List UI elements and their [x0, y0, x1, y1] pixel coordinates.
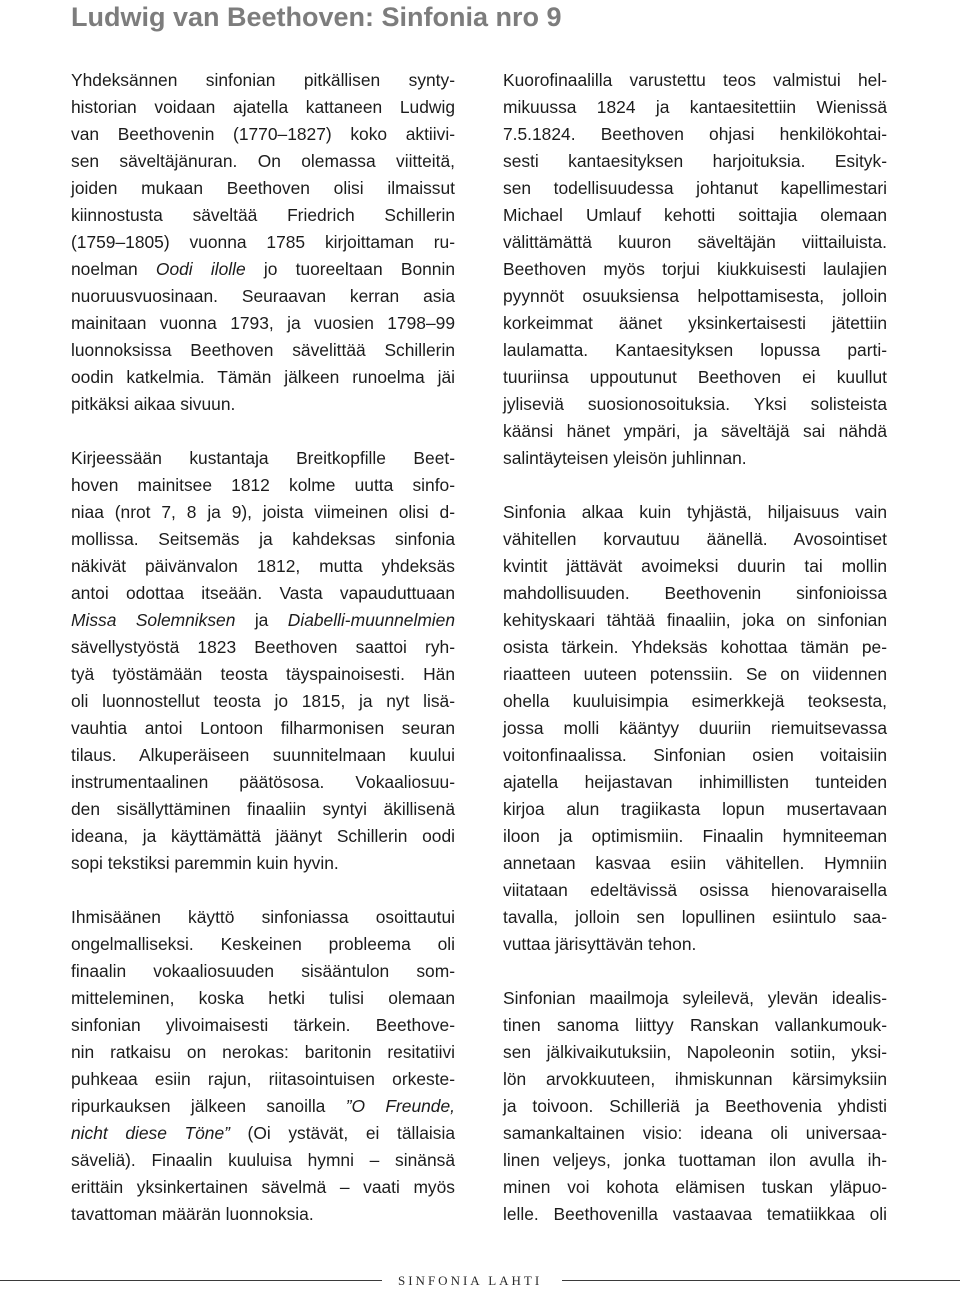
- text-line: oli luonnostellut teosta jo 1815, ja nyt lisä-: [71, 691, 455, 711]
- text-line: erittäin yksinkertainen sävelmä – vaati myös: [71, 1177, 455, 1197]
- text-line: lön arvokkuuteen, ihmiskunnan kärsimyksiin: [503, 1069, 887, 1089]
- text-line: välittämättä kuuron säveltäjän viittailuista.: [503, 232, 887, 252]
- text-line: mikuussa 1824 ja kantaesitettiin Wienissä: [503, 97, 887, 117]
- text-line: samankaltainen visio: ideana oli universaa-: [503, 1123, 887, 1143]
- paragraph-gap: [503, 472, 887, 499]
- text-line: finaalin vokaaliosuuden sisääntulon som-: [71, 961, 455, 981]
- paragraph-gap: [71, 418, 455, 445]
- text-line: sen todellisuudessa johtanut kapellimestari: [503, 178, 887, 198]
- text-line: sesti kantaesityksen harjoituksia. Esityk-: [503, 151, 887, 171]
- text-line: salintäyteisen yleisön juhlinnan.: [503, 448, 747, 468]
- text-line: Kuorofinaalilla varustettu teos valmistui hel-: [503, 70, 887, 90]
- text-line: mollissa. Seitsemäs ja kahdeksas sinfonia: [71, 529, 455, 549]
- text-line: ja toivoon. Schilleriä ja Beethovenia yhdisti: [503, 1096, 887, 1116]
- text-line: tyä työstämään teosta täyspainoisesti. Hän: [71, 664, 455, 684]
- text-line: kvintit jättävät avoimeksi duurin tai mollin: [503, 556, 887, 576]
- text-line: Missa Solemniksen ja Diabelli-muunnelmien: [71, 610, 456, 630]
- text-line: Sinfonian maailmoja syleilevä, ylevän idealis-: [503, 988, 887, 1008]
- text-line: jyliseviä suosionosoituksia. Yksi solisteista: [503, 394, 887, 414]
- article-column-left: [71, 67, 455, 1228]
- text-line: kirjoa alun tragiikasta lopun musertavaan: [503, 799, 887, 819]
- text-line: sinfonian ylivoimaisesti tärkein. Beethove-: [71, 1015, 455, 1035]
- text-line: den sisällyttäminen finaaliin syntyi äkillisenä: [71, 799, 455, 819]
- text-line: tavalla, jolloin sen lopullinen esiintulo saa-: [503, 907, 887, 927]
- text-line: lelle. Beethovenilla vastaavaa tematiikkaa oli: [503, 1204, 887, 1224]
- text-line: tuuriinsa uppoutunut Beethoven ei kuullut: [503, 367, 887, 387]
- text-line: korkeimmat äänet yksinkertaisesti jätettiin: [503, 313, 887, 333]
- text-line: tilaus. Alkuperäiseen suunnitelmaan kuului: [71, 745, 455, 765]
- footer-rule-left: [0, 1280, 382, 1281]
- text-line: van Beethovenin (1770–1827) koko aktiivi-: [71, 124, 455, 144]
- text-line: ongelmalliseksi. Keskeinen probleema oli: [71, 934, 455, 954]
- text-line: kehityskaari tähtää finaaliin, joka on sinfonian: [503, 610, 887, 630]
- text-line: joiden mukaan Beethoven olisi ilmaissut: [71, 178, 455, 198]
- text-line: sopi tekstiksi paremmin kuin hyvin.: [71, 853, 339, 873]
- text-line: kiinnostusta säveltää Friedrich Schillerin: [71, 205, 455, 225]
- footer-rule-right: [562, 1280, 960, 1281]
- text-line: linen veljeys, jonka tuottaman ilon avulla ih-: [503, 1150, 887, 1170]
- text-line: luonnoksissa Beethoven sävelittää Schillerin: [71, 340, 455, 360]
- text-line: hoven mainitsee 1812 kolme uutta sinfo-: [71, 475, 455, 495]
- text-line: riaatteen uuteen potenssiin. Se on viidennen: [503, 664, 887, 684]
- text-line: sävellystyöstä 1823 Beethoven saattoi ryh-: [71, 637, 455, 657]
- text-line: minen voi kohota elämisen tuskan yläpuo-: [503, 1177, 887, 1197]
- text-line: sen jälkivaikutuksiin, Napoleonin sotiin, yksi-: [503, 1042, 887, 1062]
- text-line: mainitaan vuonna 1793, ja vuosien 1798–99: [71, 313, 455, 333]
- text-line: ohella kuuluisimpia esimerkkejä teoksesta,: [503, 691, 887, 711]
- text-line: Kirjeessään kustantaja Breitkopfille Beet-: [71, 448, 455, 468]
- text-line: historian voidaan ajatella kattaneen Ludwig: [71, 97, 455, 117]
- text-line: nin ratkaisu on nerokas: baritonin resitatiivi: [71, 1042, 455, 1062]
- text-line: viitataan edeltävissä osissa hienovaraisella: [503, 880, 887, 900]
- text-line: oodin katkelmia. Tämän jälkeen runoelma jäi: [71, 367, 455, 387]
- text-line: osista tärkein. Yhdeksäs kohottaa tämän pe-: [503, 637, 887, 657]
- text-line: Yhdeksännen sinfonian pitkällisen synty-: [71, 70, 455, 90]
- text-line: iloon ja optimismiin. Finaalin hymniteeman: [503, 826, 887, 846]
- text-line: puhkeaa esiin rajun, riitasointuisen orkeste-: [71, 1069, 455, 1089]
- text-line: pitkäksi aikaa sivuun.: [71, 394, 236, 414]
- text-line: Michael Umlauf kehotti soittajia olemaan: [503, 205, 887, 225]
- footer-brand: SINFONIA LAHTI: [398, 1273, 543, 1288]
- text-line: laulamatta. Kantaesityksen lopussa parti-: [503, 340, 887, 360]
- page-title: Ludwig van Beethoven: Sinfonia nro 9: [71, 2, 562, 32]
- text-line: Sinfonia alkaa kuin tyhjästä, hiljaisuus vain: [503, 502, 887, 522]
- text-line: mitteleminen, koska hetki tulisi olemaan: [71, 988, 455, 1008]
- text-line: vähitellen korvautuu äänellä. Avosointiset: [503, 529, 887, 549]
- text-line: säveliä). Finaalin kuuluisa hymni – sinänsä: [71, 1150, 455, 1170]
- article-column-right: [503, 67, 887, 1228]
- paragraph-gap: [71, 877, 455, 904]
- text-line: ripurkauksen jälkeen sanoilla ”O Freunde,: [71, 1096, 455, 1116]
- text-line: tinen sanoma liittyy Ranskan vallankumouk-: [503, 1015, 887, 1035]
- text-line: tavattoman määrän luonnoksia.: [71, 1204, 314, 1224]
- text-line: vauhtia antoi Lontoon filharmonisen seuran: [71, 718, 455, 738]
- text-line: noelman Oodi ilolle jo tuoreeltaan Bonnin: [71, 259, 455, 279]
- text-line: voitonfinaalissa. Sinfonian osien voitaisiin: [503, 745, 887, 765]
- text-line: vuttaa järisyttävän tehon.: [503, 934, 697, 954]
- text-line: ajatella heijastavan inhimillisten tunteiden: [503, 772, 887, 792]
- text-line: niaa (nrot 7, 8 ja 9), joista viimeinen olisi d-: [71, 502, 455, 522]
- text-line: sen säveltäjänuran. On olemassa viitteitä,: [71, 151, 455, 171]
- text-line: käänsi hänet ympäri, ja säveltäjä sai nähdä: [503, 421, 887, 441]
- text-line: Beethoven myös torjui kiukkuisesti laulajien: [503, 259, 887, 279]
- text-line: mahdollisuuden. Beethovenin sinfonioissa: [503, 583, 887, 603]
- page-footer: [0, 1271, 960, 1293]
- text-line: näkivät päivänvalon 1812, mutta yhdeksäs: [71, 556, 455, 576]
- text-line: instrumentaalinen päätösosa. Vokaaliosuu-: [71, 772, 455, 792]
- text-line: nuoruusvuosinaan. Seuraavan kerran asia: [71, 286, 455, 306]
- text-line: jossa molli kääntyy duuriin riemuitsevassa: [503, 718, 887, 738]
- text-line: nicht diese Töne” (Oi ystävät, ei tällaisia: [71, 1123, 456, 1143]
- text-line: annetaan kasvaa esiin vähitellen. Hymniin: [503, 853, 887, 873]
- text-line: Ihmisäänen käyttö sinfoniassa osoittautui: [71, 907, 455, 927]
- text-line: 7.5.1824. Beethoven ohjasi henkilökohtai-: [503, 124, 887, 144]
- text-line: pyynnöt osuuksiensa helpottamisesta, jolloin: [503, 286, 887, 306]
- text-line: antoi odottaa itseään. Vasta vapauduttuaan: [71, 583, 455, 603]
- text-line: (1759–1805) vuonna 1785 kirjoittaman ru-: [71, 232, 455, 252]
- text-line: ideana, ja käyttämättä jäänyt Schillerin oodi: [71, 826, 455, 846]
- paragraph-gap: [503, 958, 887, 985]
